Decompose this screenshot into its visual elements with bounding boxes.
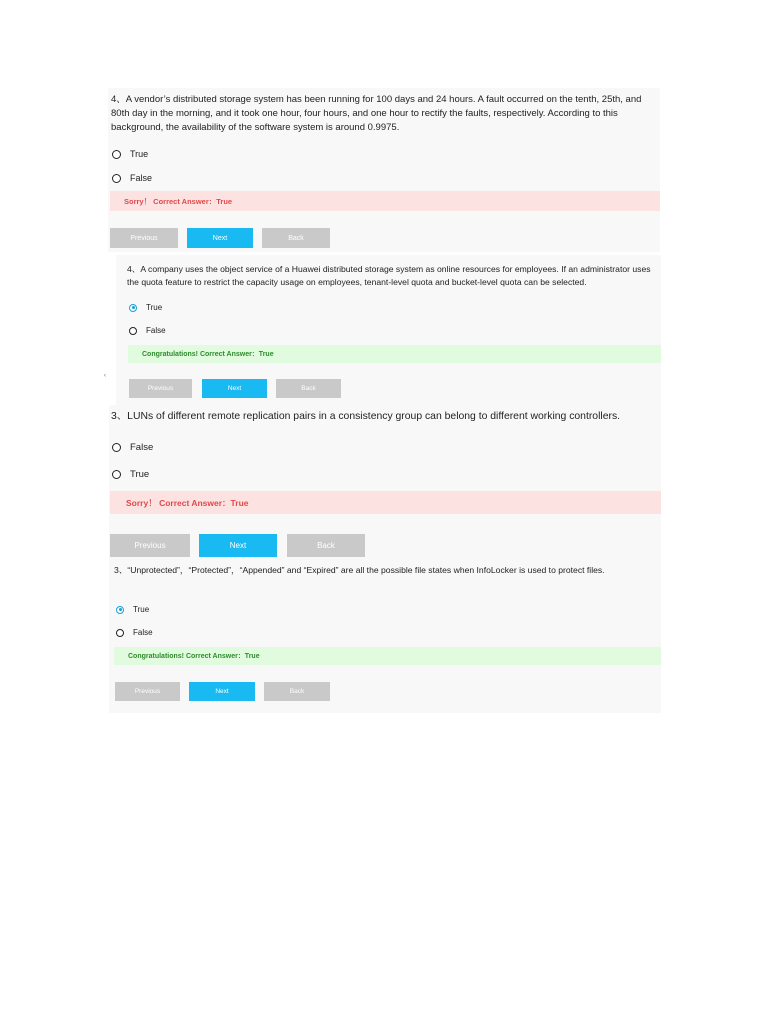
option-label: True bbox=[133, 605, 150, 614]
previous-button[interactable]: Previous bbox=[110, 534, 190, 557]
radio-icon[interactable] bbox=[112, 470, 121, 479]
option-false[interactable] bbox=[116, 628, 153, 637]
radio-icon[interactable] bbox=[129, 327, 137, 335]
question-card-3 bbox=[109, 405, 661, 557]
next-button[interactable]: Next bbox=[199, 534, 277, 557]
feedback-banner: Congratulations! Correct Answer：True bbox=[114, 647, 661, 665]
previous-button[interactable]: Previous bbox=[129, 379, 192, 398]
next-button[interactable]: Next bbox=[189, 682, 255, 701]
radio-icon[interactable] bbox=[112, 443, 121, 452]
option-false[interactable] bbox=[129, 326, 166, 335]
option-label: True bbox=[130, 469, 150, 480]
option-label: False bbox=[130, 173, 153, 183]
option-true[interactable] bbox=[112, 149, 148, 159]
back-button[interactable]: Back bbox=[262, 228, 330, 248]
radio-selected-icon[interactable] bbox=[116, 606, 124, 614]
feedback-banner: Congratulations! Correct Answer：True bbox=[128, 345, 661, 363]
scroll-left-icon[interactable]: ‹ bbox=[104, 373, 106, 379]
radio-icon[interactable] bbox=[116, 629, 124, 637]
radio-icon[interactable] bbox=[112, 150, 121, 159]
radio-selected-icon[interactable] bbox=[129, 304, 137, 312]
question-text: 4、A company uses the object service of a Huawei distributed storage system as online resources for employees. If an administrator uses the quota feature to restrict the capacity usage on employees, tenant-level quota and bucket-level quota can be selected. bbox=[127, 264, 651, 287]
radio-icon[interactable] bbox=[112, 174, 121, 183]
feedback-banner: Sorry！ Correct Answer：True bbox=[110, 191, 660, 211]
option-label: False bbox=[133, 628, 153, 637]
option-true[interactable] bbox=[116, 605, 149, 614]
question-text: 4、A vendor’s distributed storage system has been running for 100 days and 24 hours. A fault occurred on the tenth, 25th, and 80th day in the morning, and it took one hour, four hours, and one hour to rectify the faults, respectively. According to this background, the availability of the software system is around 0.9975. bbox=[111, 94, 642, 133]
option-false[interactable] bbox=[112, 173, 152, 183]
option-label: True bbox=[130, 149, 149, 159]
previous-button[interactable]: Previous bbox=[115, 682, 180, 701]
previous-button[interactable]: Previous bbox=[110, 228, 178, 248]
question-text: 3、LUNs of different remote replication pairs in a consistency group can belong to different working controllers. bbox=[111, 411, 621, 422]
back-button[interactable]: Back bbox=[264, 682, 330, 701]
next-button[interactable]: Next bbox=[187, 228, 253, 248]
back-button[interactable]: Back bbox=[287, 534, 365, 557]
option-label: False bbox=[146, 326, 166, 335]
back-button[interactable]: Back bbox=[276, 379, 341, 398]
question-text: 3、“Unprotected”，“Protected”，“Appended” and “Expired” are all the possible file states when InfoLocker is used to protect files. bbox=[114, 565, 605, 575]
option-label: True bbox=[146, 303, 163, 312]
next-button[interactable]: Next bbox=[202, 379, 267, 398]
option-label: False bbox=[130, 442, 154, 453]
option-true[interactable] bbox=[129, 303, 162, 312]
feedback-banner: Sorry！ Correct Answer：True bbox=[110, 491, 661, 514]
option-false[interactable] bbox=[112, 442, 153, 453]
option-true[interactable] bbox=[112, 469, 149, 480]
